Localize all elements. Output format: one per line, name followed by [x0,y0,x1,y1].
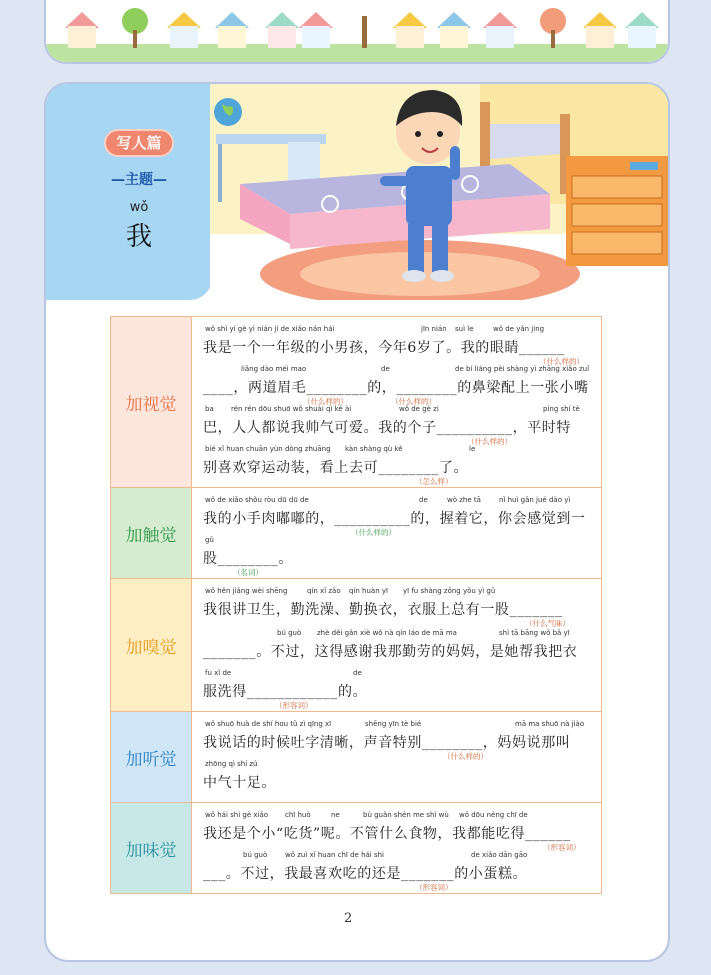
sentence-line: 服洗得____________的。 [203,684,368,700]
row-text [191,712,601,802]
text-line [203,669,593,709]
sentence-line: 股________。 [203,551,293,567]
blank-hint: （什么样的） [351,528,396,537]
text-line [203,536,593,576]
text-line [203,629,593,669]
blank-hint: （什么气味） [525,619,570,628]
sentence-line: 我说话的时候吐字清晰，声音特别________，妈妈说那叫 [203,735,571,751]
house-illustration [170,26,198,48]
category-tag: 写人篇 [106,131,172,155]
page-number: 2 [344,911,353,926]
pinyin-line: fu xǐ de de [205,669,362,677]
sentence-line: ___。不过，我最喜欢吃的还是_______的小蛋糕。 [203,866,528,882]
pinyin-line: wǒ hěn jiǎng wèi shēng qín xǐ zǎo qín huàn yī yī fu shàng zǒng yǒu yì gǔ [205,587,496,595]
pinyin-line: zhōng qì shí zú [205,760,258,768]
table-row [111,579,601,712]
row-label: 加听觉 [111,712,192,802]
pinyin-line: bú guò zhè děi gǎn xiè wǒ nà qín láo de mā ma shì tā bāng wǒ bǎ yī [277,629,570,637]
sentence-line: 我很讲卫生，勤洗澡、勤换衣，衣服上总有一股_______ [203,602,563,618]
row-label: 加嗅觉 [111,579,192,711]
blank-hint: （怎么样） [415,477,453,486]
subject-char: 我 [125,222,152,252]
house-illustration [268,26,296,48]
sentence-line: _______。不过，这得感谢我那勤劳的妈妈，是她帮我把衣 [203,644,578,660]
pinyin-line: liǎng dào méi mao de de bí liáng pèi shàng yì zhāng xiǎo zuǐ [241,365,590,373]
pinyin-line: gǔ [205,536,214,544]
house-illustration [486,26,514,48]
blank-hint: （什么样的） [467,437,512,446]
blank-hint: （什么样的） [391,397,436,406]
row-text [191,488,601,578]
subject-pinyin: wǒ [129,200,149,215]
pinyin-line: bié xǐ huan chuān yùn dòng zhuāng kàn shàng qù kě le [205,445,476,453]
text-line [203,445,593,485]
sensory-writing-table [110,316,602,894]
text-line [203,760,593,800]
row-text [191,579,601,711]
house-illustration [218,26,246,48]
subject-label: —主题— [111,172,167,188]
sentence-line: 巴，人人都说我帅气可爱。我的个子__________，平时特 [203,420,571,436]
text-line [203,325,593,365]
tree-illustration [540,8,566,48]
row-text [191,803,601,893]
blank-hint: （什么样的） [443,752,488,761]
tree-illustration [122,8,148,48]
house-illustration [628,26,656,48]
pinyin-line: wǒ shuō huà de shí hou tǔ zì qīng xī shēng yīn tè bié mā ma shuō nà jiào [205,720,585,728]
pinyin-line: wǒ de xiǎo shǒu ròu dū dū de de wò zhe tā nǐ huì gǎn jué dào yì [205,496,571,504]
blank-hint: （形容词） [275,701,313,710]
text-line [203,365,593,405]
text-line [203,496,593,536]
sentence-line: 别喜欢穿运动装，看上去可________了。 [203,460,469,476]
pinyin-line: bú guò wǒ zuì xǐ huan chī de hái shi de xiǎo dān gāo [243,851,528,859]
blank-hint: （形容词） [543,843,581,852]
bare-tree-illustration [346,8,382,48]
text-line [203,851,593,891]
row-label: 加视觉 [111,317,192,487]
text-line [203,405,593,445]
sentence-line: 我还是个小“吃货”呢。不管什么食物，我都能吃得______ [203,826,571,842]
text-line [203,720,593,760]
blank-hint: （形容词） [415,883,453,892]
pinyin-line: ba rén rén dōu shuō wǒ shuài qì kě ài wǒ de gè zi píng shí tè [205,405,580,413]
theme-panel [46,84,212,300]
text-line [203,811,593,851]
table-row [111,803,601,893]
sentence-line: 我是一个一年级的小男孩，今年6岁了。我的眼睛______ [203,340,565,356]
house-illustration [440,26,468,48]
sentence-line: 我的小手肉嘟嘟的，__________的，握着它，你会感觉到一 [203,511,586,527]
row-text [191,317,601,487]
pinyin-line: wǒ hái shi gè xiǎo chī huò ne bù guǎn shén me shí wù wǒ dōu néng chī de [205,811,528,819]
top-banner [44,0,670,64]
house-illustration [586,26,614,48]
text-line [203,587,593,627]
sentence-line: ____，两道眉毛________的，________的鼻梁配上一张小嘴 [203,380,589,396]
house-illustration [68,26,96,48]
row-label: 加味觉 [111,803,192,893]
house-illustration [302,26,330,48]
table-row [111,488,601,579]
blank-hint: （什么样的） [539,357,584,366]
blank-hint: （什么样的） [303,397,348,406]
row-label: 加触觉 [111,488,192,578]
table-row [111,712,601,803]
sentence-line: 中气十足。 [203,775,276,791]
house-illustration [396,26,424,48]
pinyin-line: wǒ shì yí gè yì nián jí de xiǎo nán hái jīn nián suì le wǒ de yǎn jing [205,325,545,333]
table-row [111,317,601,488]
blank-hint: （名词） [233,568,263,577]
bedroom-illustration [210,84,668,300]
